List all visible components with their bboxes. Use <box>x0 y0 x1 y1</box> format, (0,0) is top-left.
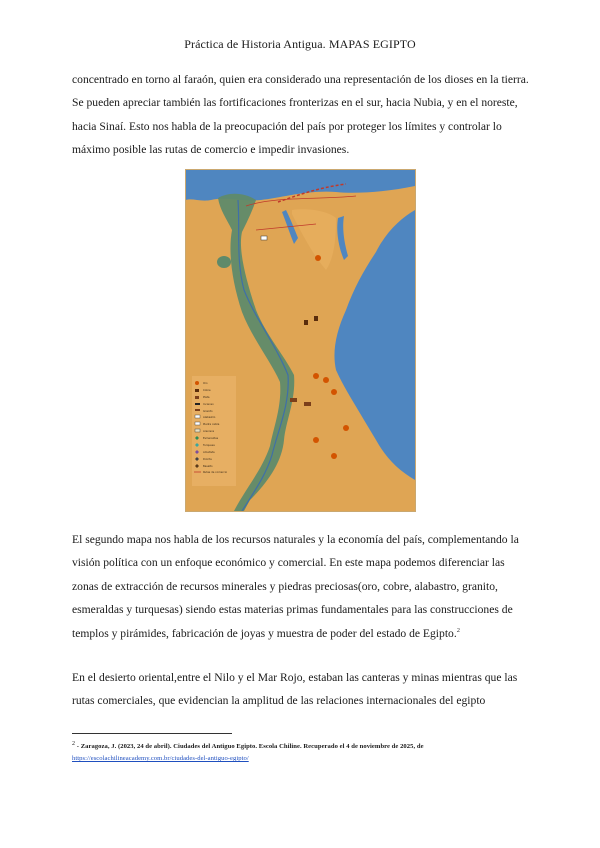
egypt-resources-map <box>185 169 416 512</box>
footnote-number: 2 <box>72 740 76 747</box>
svg-text:Plata: Plata <box>203 396 210 399</box>
marker-granite <box>290 398 297 402</box>
paragraph-2 <box>72 528 530 645</box>
paragraph-2-text: El segundo mapa nos habla de los recursos naturales y la economía del país, complementando la visión política con un enfoque económico y comercial. En este mapa podemos diferenciar las zonas de extracción de recursos minerales y piedras preciosas(oro, cobre, alabastro, granito, esmeraldas y turquesas) siendo estas materias primas fundamentales para las construcciones de templos y pirámides, fabricación de joyas y muestra de poder del estado de Egipto. <box>72 533 519 640</box>
svg-text:Cobre: Cobre <box>203 389 211 392</box>
footnote-reference[interactable]: 2 <box>456 626 460 634</box>
svg-text:Diorita: Diorita <box>203 458 212 461</box>
footnote <box>72 741 532 765</box>
marker-copper <box>304 320 308 325</box>
marker-gold <box>331 453 337 459</box>
fayum-oasis <box>217 256 231 268</box>
paragraph-3: En el desierto oriental,entre el Nilo y el Mar Rojo, estaban las canteras y minas mientras que las rutas comerciales, que evidencian la amplitud de las relaciones internacionales del egipto <box>72 671 518 708</box>
footnote-separator <box>72 733 232 734</box>
svg-text:Rutas de comercio: Rutas de comercio <box>203 471 228 474</box>
marker-limestone <box>261 236 267 240</box>
svg-text:Esmeraldas: Esmeraldas <box>203 437 219 440</box>
svg-text:Piedra caliza: Piedra caliza <box>203 423 220 426</box>
svg-text:Basalto: Basalto <box>203 465 213 468</box>
svg-text:Granito: Granito <box>203 410 213 413</box>
svg-text:Incienso: Incienso <box>203 403 214 406</box>
marker-gold <box>323 377 329 383</box>
marker-granite <box>304 402 311 406</box>
marker-copper <box>314 316 318 321</box>
paragraph-1: concentrado en torno al faraón, quien era considerado una representación de los dioses en la tierra. Se pueden apreciar también las fortificaciones fronterizas en el sur, hacia Nubia, y en el noreste, hacia Sinaí. Esto nos habla de la preocupación del país por proteger los límites y controlar lo máximo posible las rutas de comercio e impedir invasiones. <box>72 73 529 157</box>
svg-text:Amatista: Amatista <box>203 451 215 454</box>
svg-text:Oro: Oro <box>203 382 208 385</box>
page-header: Práctica de Historia Antigua. MAPAS EGIPTO <box>184 37 416 51</box>
marker-gold <box>313 373 319 379</box>
svg-text:Turquesa: Turquesa <box>203 444 215 447</box>
footnote-link[interactable]: https://escolachilineacademy.com.br/ciudades-del-antiguo-egipto/ <box>72 755 249 762</box>
marker-gold <box>313 437 319 443</box>
svg-text:Arenisca: Arenisca <box>203 430 215 433</box>
map-legend <box>192 376 236 486</box>
marker-gold <box>331 389 337 395</box>
footnote-text: - Zaragoza, J. (2023, 24 de abril). Ciudades del Antiguo Egipto. Escola Chiline. Recuperado el 4 de noviembre de 2025, de <box>76 743 424 750</box>
marker-turquoise <box>315 255 321 261</box>
marker-gold <box>343 425 349 431</box>
svg-text:Alabastro: Alabastro <box>203 416 216 419</box>
